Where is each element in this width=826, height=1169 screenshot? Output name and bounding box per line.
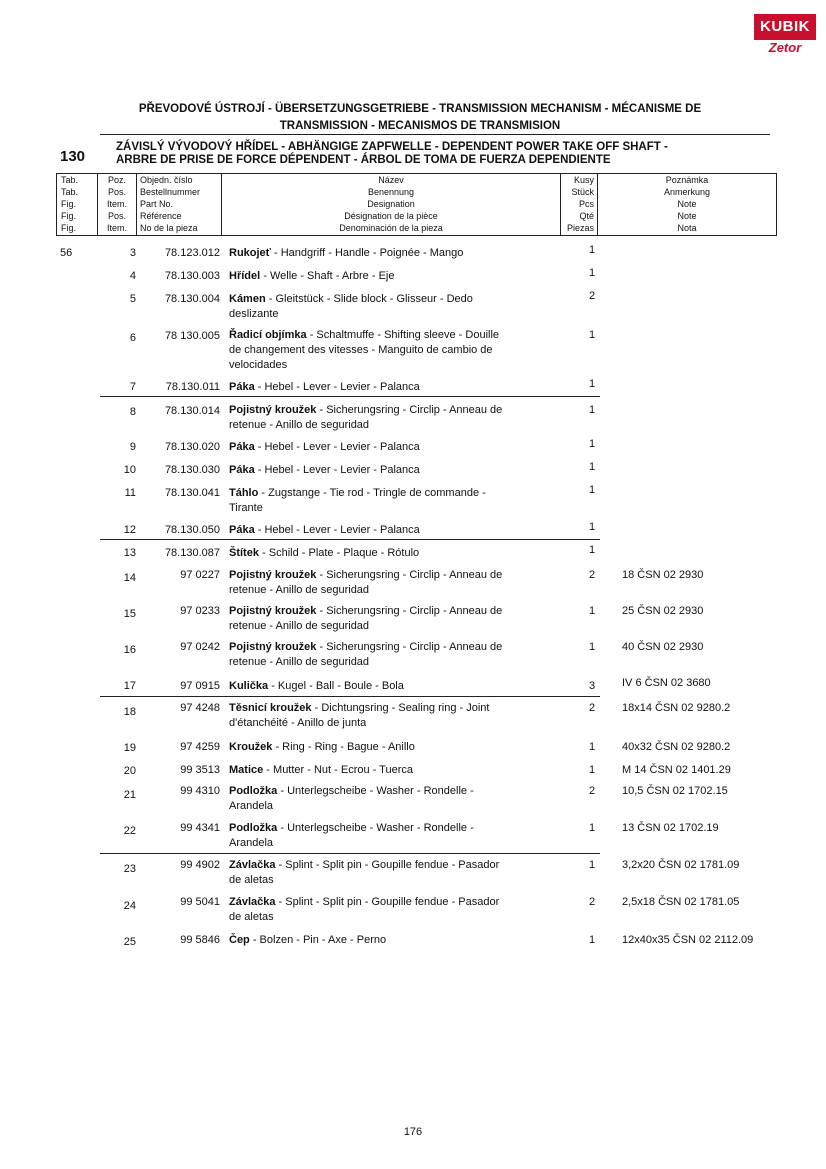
row-note: 2,5x18 ČSN 02 1781.05 — [622, 896, 740, 908]
row-pos: 13 — [123, 547, 136, 559]
section-title-line-1: ZÁVISLÝ VÝVODOVÝ HŘÍDEL - ABHÄNGIGE ZAPFWELLE - DEPENDENT POWER TAKE OFF SHAFT - — [116, 141, 668, 153]
row-part-number: 78.130.020 — [164, 441, 220, 453]
row-description: Páka - Hebel - Lever - Levier - Palanca — [229, 441, 420, 453]
row-pos: 10 — [123, 464, 136, 476]
row-description: Páka - Hebel - Lever - Levier - Palanca — [229, 524, 420, 536]
row-description: Kámen - Gleitstück - Slide block - Glisseur - Dedo deslizante — [229, 293, 473, 320]
section-number: 130 — [60, 148, 86, 165]
row-note: 3,2x20 ČSN 02 1781.09 — [622, 859, 740, 871]
column-header-part-number: Objedn. číslo Bestellnummer Part No. Référence No de la pieza — [136, 173, 222, 236]
row-note: M 14 ČSN 02 1401.29 — [622, 764, 731, 776]
row-quantity: 1 — [588, 934, 596, 946]
row-description: Štítek - Schild - Plate - Plaque - Rótulo — [229, 547, 420, 559]
row-pos: 21 — [123, 789, 136, 801]
row-part-number: 78.130.004 — [164, 293, 220, 305]
row-description: Táhlo - Zugstange - Tie rod - Tringle de commande - Tirante — [229, 487, 486, 514]
row-part-number: 99 4341 — [180, 822, 220, 834]
row-pos: 6 — [129, 332, 136, 344]
row-description: Hřídel - Welle - Shaft - Arbre - Eje — [229, 270, 395, 282]
row-quantity: 1 — [588, 521, 596, 533]
row-pos: 5 — [129, 293, 136, 305]
row-tab: 56 — [60, 247, 73, 259]
row-pos: 20 — [123, 765, 136, 777]
row-description: Pojistný kroužek - Sicherungsring - Circlip - Anneau de retenue - Anillo de seguridad — [229, 605, 503, 632]
row-part-number: 78.130.050 — [164, 524, 220, 536]
row-description: Závlačka - Splint - Split pin - Goupille fendue - Pasador de aletas — [229, 896, 500, 923]
group-divider — [100, 853, 600, 854]
row-pos: 18 — [123, 706, 136, 718]
row-part-number: 78.123.012 — [164, 247, 220, 259]
row-part-number: 97 4259 — [180, 741, 220, 753]
row-pos: 24 — [123, 900, 136, 912]
row-note: IV 6 ČSN 02 3680 — [622, 677, 711, 689]
row-description: Pojistný kroužek - Sicherungsring - Circlip - Anneau de retenue - Anillo de seguridad — [229, 641, 503, 668]
row-part-number: 78.130.041 — [164, 487, 220, 499]
group-divider — [100, 396, 600, 397]
row-pos: 19 — [123, 742, 136, 754]
row-description: Čep - Bolzen - Pin - Axe - Perno — [229, 934, 387, 946]
row-description: Závlačka - Splint - Split pin - Goupille fendue - Pasador de aletas — [229, 859, 500, 886]
group-divider — [100, 539, 600, 540]
row-quantity: 1 — [588, 764, 596, 776]
row-pos: 23 — [123, 863, 136, 875]
row-quantity: 1 — [588, 244, 596, 256]
row-note: 25 ČSN 02 2930 — [622, 605, 704, 617]
row-part-number: 78.130.087 — [164, 547, 220, 559]
row-description: Pojistný kroužek - Sicherungsring - Circlip - Anneau de retenue - Anillo de seguridad — [229, 404, 503, 431]
row-part-number: 99 5846 — [180, 934, 220, 946]
row-quantity: 1 — [588, 378, 596, 390]
row-quantity: 1 — [588, 461, 596, 473]
row-quantity: 2 — [588, 785, 596, 797]
row-description: Páka - Hebel - Lever - Levier - Palanca — [229, 464, 420, 476]
row-part-number: 97 0915 — [180, 680, 220, 692]
row-description: Kulička - Kugel - Ball - Boule - Bola — [229, 680, 404, 692]
row-pos: 16 — [123, 644, 136, 656]
column-header-note: Poznámka Anmerkung Note Note Nota — [597, 173, 777, 236]
header-divider — [100, 134, 770, 135]
group-divider — [100, 696, 600, 697]
row-pos: 4 — [129, 270, 136, 282]
row-description: Těsnicí kroužek - Dichtungsring - Sealing ring - Joint d'étanchéité - Anillo de junta — [229, 702, 490, 729]
column-header-pos: Poz. Pos. Item. Pos. Item. — [97, 173, 137, 236]
row-description: Kroužek - Ring - Ring - Bague - Anillo — [229, 741, 415, 753]
row-note: 40x32 ČSN 02 9280.2 — [622, 741, 731, 753]
kubik-zetor-logo — [754, 14, 816, 56]
row-quantity: 2 — [588, 702, 596, 714]
row-description: Pojistný kroužek - Sicherungsring - Circlip - Anneau de retenue - Anillo de seguridad — [229, 569, 503, 596]
row-note: 40 ČSN 02 2930 — [622, 641, 704, 653]
header-line-2: TRANSMISSION - MECANISMOS DE TRANSMISION — [279, 120, 561, 132]
row-pos: 8 — [129, 406, 136, 418]
row-description: Podložka - Unterlegscheibe - Washer - Rondelle - Arandela — [229, 822, 474, 849]
row-note: 18 ČSN 02 2930 — [622, 569, 704, 581]
row-quantity: 1 — [588, 641, 596, 653]
row-pos: 11 — [124, 487, 136, 499]
row-quantity: 2 — [588, 569, 596, 581]
row-quantity: 1 — [588, 741, 596, 753]
row-note: 13 ČSN 02 1702.19 — [622, 822, 719, 834]
row-pos: 12 — [123, 524, 136, 536]
row-description: Matice - Mutter - Nut - Ecrou - Tuerca — [229, 764, 414, 776]
row-quantity: 1 — [588, 605, 596, 617]
row-part-number: 99 5041 — [180, 896, 220, 908]
row-part-number: 97 0233 — [180, 605, 220, 617]
row-quantity: 1 — [588, 438, 596, 450]
logo-zetor-text: Zetor — [768, 40, 802, 55]
row-note: 10,5 ČSN 02 1702.15 — [622, 785, 728, 797]
row-quantity: 1 — [588, 267, 596, 279]
row-quantity: 1 — [588, 329, 596, 341]
section-title — [116, 141, 756, 167]
row-note: 18x14 ČSN 02 9280.2 — [622, 702, 731, 714]
column-header-quantity: Kusy Stück Pcs Qté Piezas — [560, 173, 598, 236]
row-quantity: 2 — [588, 896, 596, 908]
row-pos: 7 — [129, 381, 136, 393]
row-part-number: 97 0227 — [180, 569, 220, 581]
row-pos: 9 — [129, 441, 136, 453]
row-quantity: 2 — [588, 290, 596, 302]
row-quantity: 3 — [588, 680, 596, 692]
row-part-number: 78.130.030 — [164, 464, 220, 476]
row-part-number: 99 4902 — [180, 859, 220, 871]
row-quantity: 1 — [588, 822, 596, 834]
row-pos: 22 — [123, 825, 136, 837]
section-title-line-2: ARBRE DE PRISE DE FORCE DÉPENDENT - ÁRBOL DE TOMA DE FUERZA DEPENDIENTE — [116, 154, 611, 166]
row-part-number: 78 130.005 — [164, 330, 220, 342]
row-quantity: 1 — [588, 859, 596, 871]
column-header-tab: Tab. Tab. Fig. Fig. Fig. — [56, 173, 98, 236]
row-part-number: 97 4248 — [180, 702, 220, 714]
row-pos: 25 — [123, 936, 136, 948]
row-part-number: 99 4310 — [180, 785, 220, 797]
logo-kubik-text: KUBIK — [754, 14, 816, 40]
row-quantity: 1 — [588, 404, 596, 416]
row-pos: 17 — [123, 680, 136, 692]
row-description: Řadicí objímka - Schaltmuffe - Shifting sleeve - Douille de changement des vitesses - Manguito de cambio de velocidades — [229, 329, 500, 371]
row-pos: 15 — [123, 608, 136, 620]
row-part-number: 78.130.014 — [164, 405, 220, 417]
row-quantity: 1 — [588, 544, 596, 556]
page-number: 176 — [403, 1126, 423, 1138]
row-quantity: 1 — [588, 484, 596, 496]
row-part-number: 99 3513 — [180, 764, 220, 776]
row-part-number: 78.130.011 — [165, 381, 220, 393]
row-part-number: 97 0242 — [180, 641, 220, 653]
row-pos: 3 — [129, 247, 136, 259]
header-line-1: PŘEVODOVÉ ÚSTROJÍ - ÜBERSETZUNGSGETRIEBE - TRANSMISSION MECHANISM - MÉCANISME DE — [138, 103, 702, 115]
row-note: 12x40x35 ČSN 02 2112.09 — [622, 934, 754, 946]
row-part-number: 78.130.003 — [164, 270, 220, 282]
row-description: Páka - Hebel - Lever - Levier - Palanca — [229, 381, 420, 393]
column-header-description: Název Benennung Designation Désignation de la pièce Denominación de la pieza — [221, 173, 561, 236]
row-description: Rukojeť - Handgriff - Handle - Poignée - Mango — [229, 247, 464, 259]
row-description: Podložka - Unterlegscheibe - Washer - Rondelle - Arandela — [229, 785, 474, 812]
row-pos: 14 — [123, 572, 136, 584]
